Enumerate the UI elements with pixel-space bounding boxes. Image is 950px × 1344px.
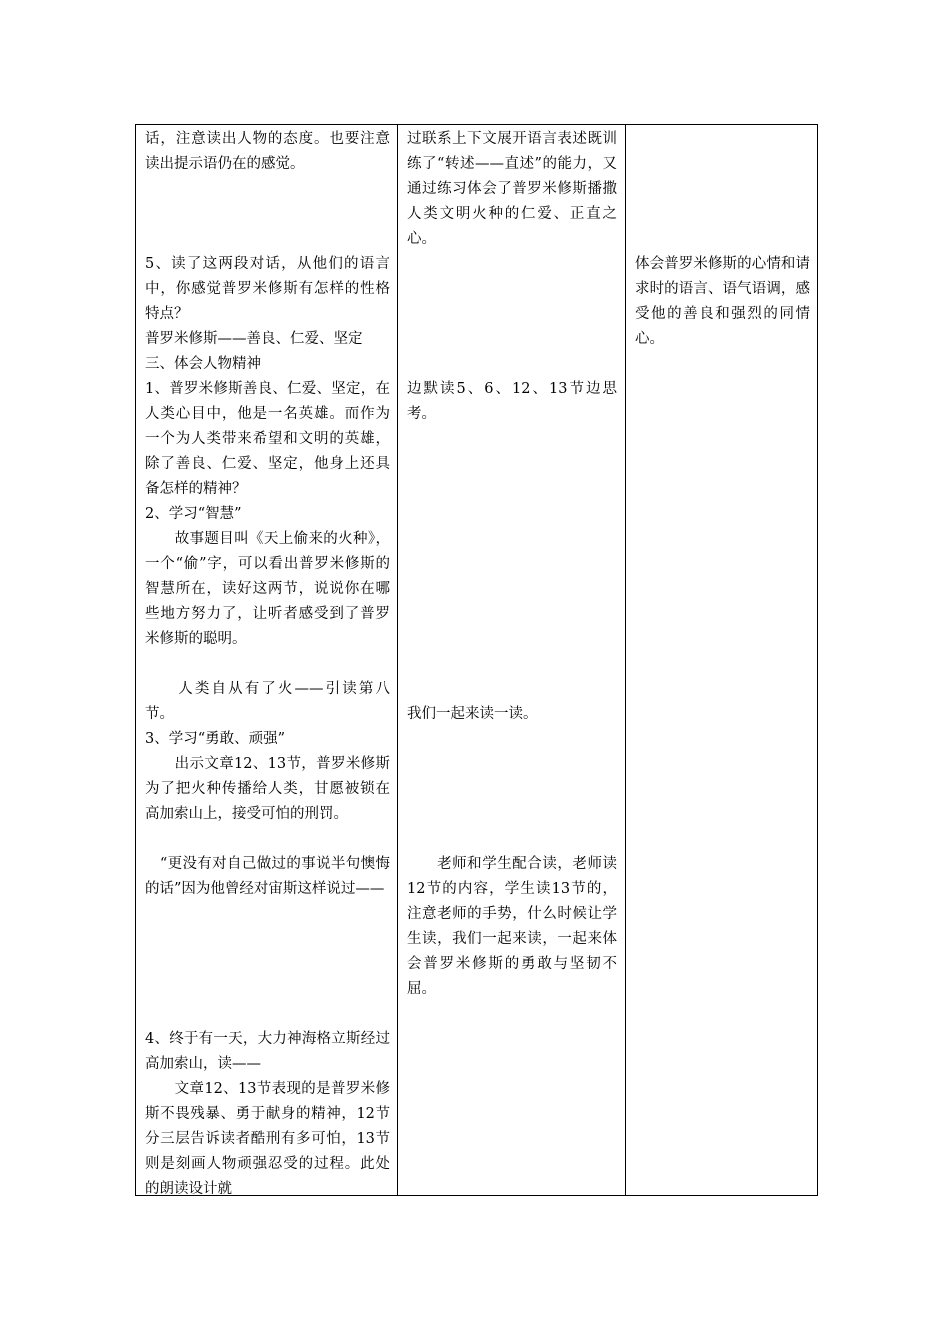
- paragraph: 5、读了这两段对话，从他们的语言中，你感觉普罗米修斯有怎样的性格特点？: [145, 256, 390, 322]
- student-activity-column: [398, 125, 626, 1196]
- paragraph: 人类自从有了火——引读第八节。: [145, 681, 390, 722]
- paragraph: 3、学习“勇敢、顽强”: [145, 731, 286, 747]
- paragraph: 4、终于有一天，大力神海格立斯经过高加索山，读——: [145, 1031, 390, 1072]
- design-intent-column: [626, 125, 818, 1196]
- paragraph: 故事题目叫《天上偷来的火种》，一个“偷”字，可以看出普罗米修斯的智慧所在，读好这两节，说说你在哪些地方努力了，让听者感受到了普罗米修斯的聪明。: [145, 531, 390, 647]
- table-row: [136, 125, 818, 1196]
- paragraph: 2、学习“智慧”: [145, 506, 242, 522]
- paragraph: “更没有对自己做过的事说半句懊悔的话”因为他曾经对宙斯这样说过——: [145, 856, 390, 897]
- paragraph: 文章12、13节表现的是普罗米修斯不畏残暴、勇于献身的精神，12节分三层告诉读者酷刑有多可怕，13节则是刻画人物顽强忍受的过程。此处的朗读设计就: [145, 1081, 390, 1197]
- paragraph: 出示文章12、13节，普罗米修斯为了把火种传播给人类，甘愿被锁在高加索山上，接受可怕的刑罚。: [145, 756, 390, 822]
- paragraph: 过联系上下文展开语言表述既训练了“转述——直述”的能力，又通过练习体会了普罗米修斯播撒人类文明火种的仁爱、正直之心。: [407, 131, 617, 247]
- lesson-plan-table: [135, 124, 818, 1196]
- teaching-process-column: [136, 125, 398, 1196]
- paragraph: 我们一起来读一读。: [407, 706, 538, 722]
- paragraph: 边默读5、6、12、13节边思考。: [407, 381, 617, 422]
- paragraph: 1、普罗米修斯善良、仁爱、坚定，在人类心目中，他是一名英雄。而作为一个为人类带来希望和文明的英雄，除了善良、仁爱、坚定，他身上还具备怎样的精神？: [145, 381, 390, 497]
- paragraph: 老师和学生配合读，老师读12节的内容，学生读13节的，注意老师的手势，什么时候让学生读，我们一起来读，一起来体会普罗米修斯的勇敢与坚韧不屈。: [407, 856, 617, 997]
- paragraph: 话，注意读出人物的态度。也要注意读出提示语仍在的感觉。: [145, 131, 390, 172]
- paragraph: 普罗米修斯——善良、仁爱、坚定: [145, 331, 363, 347]
- section-heading: 三、体会人物精神: [145, 356, 261, 372]
- paragraph: 体会普罗米修斯的心情和请求时的语言、语气语调，感受他的善良和强烈的同情心。: [635, 256, 810, 347]
